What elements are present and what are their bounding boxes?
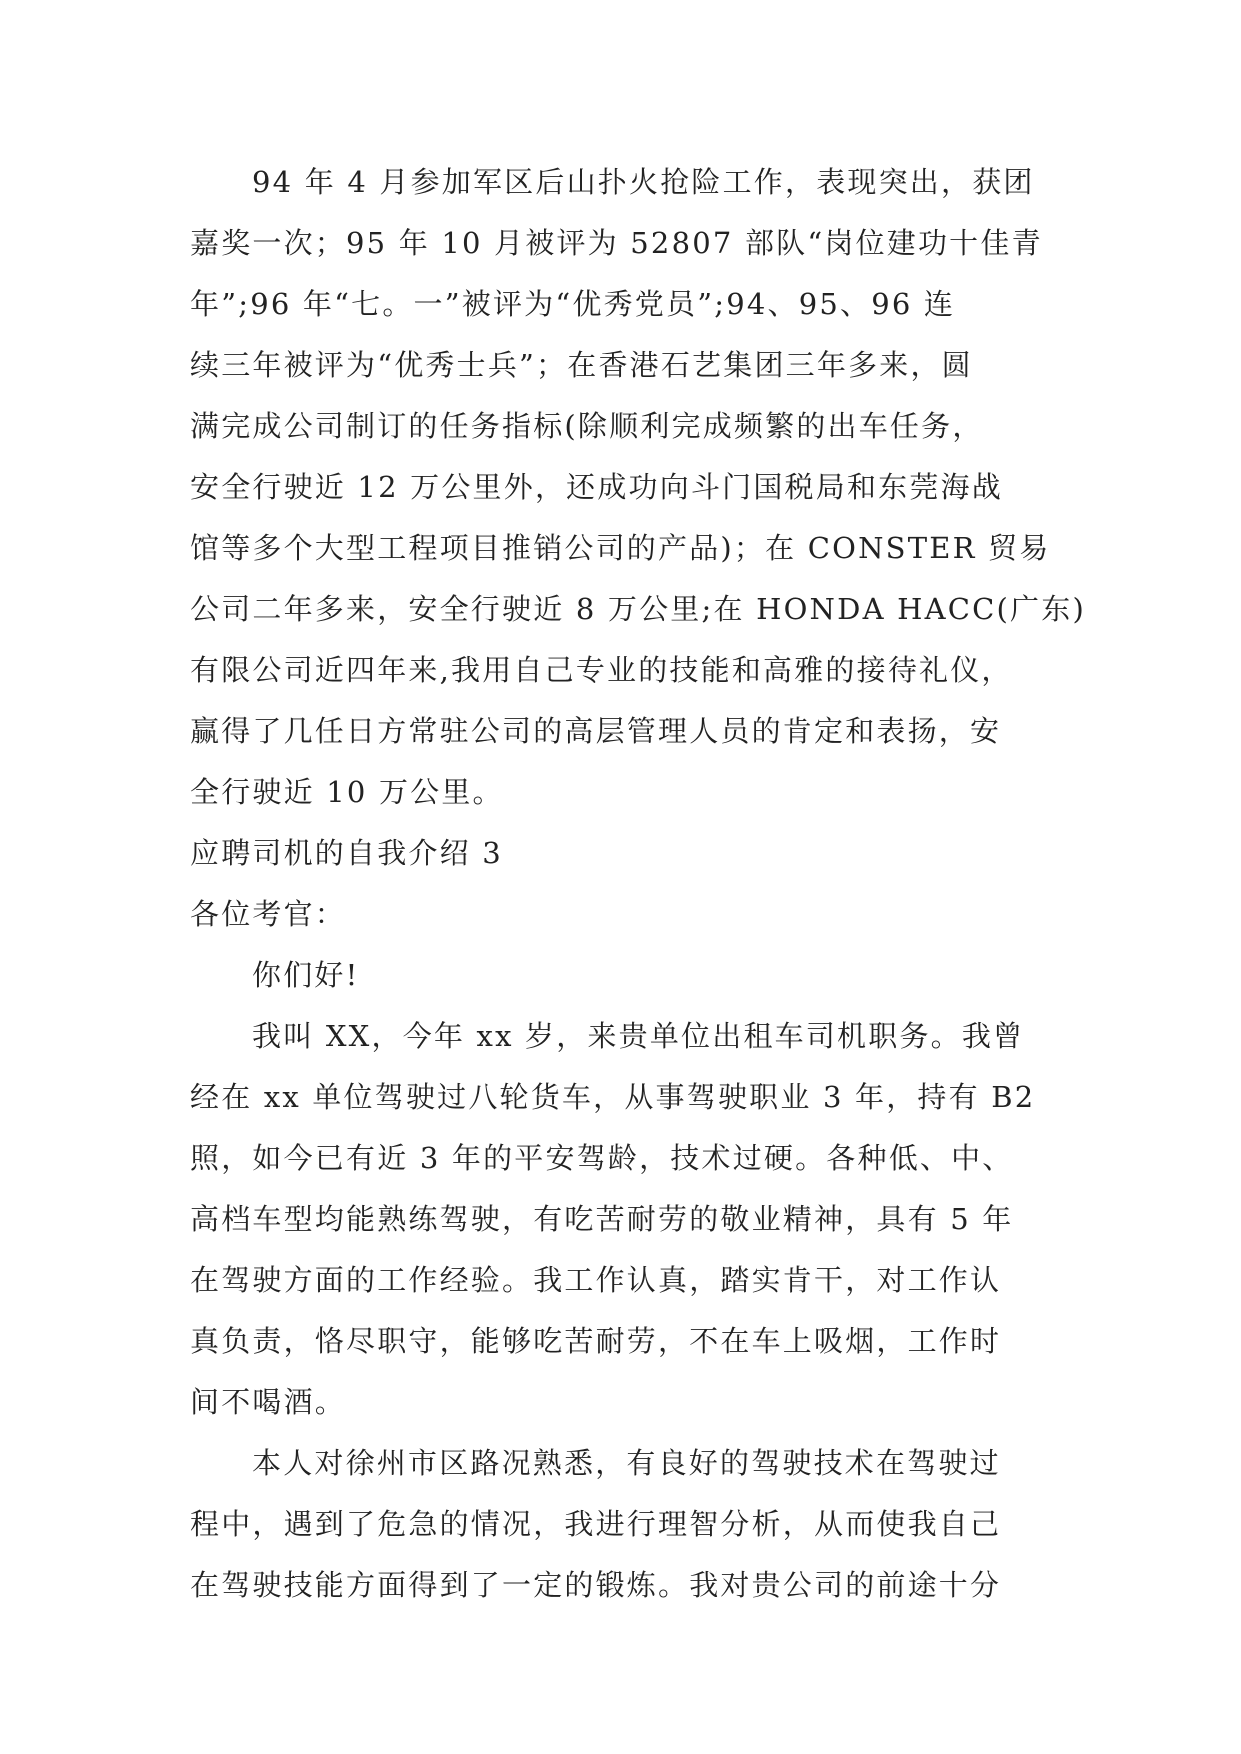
text-line: 续三年被评为“优秀士兵”；在香港石艺集团三年多来，圆 [190, 348, 973, 382]
text-line: 照，如今已有近 3 年的平安驾龄，技术过硬。各种低、中、 [190, 1141, 1014, 1175]
text-line: 本人对徐州市区路况熟悉，有良好的驾驶技术在驾驶过 [252, 1446, 1001, 1480]
text-line: 嘉奖一次；95 年 10 月被评为 52807 部队“岗位建功十佳青 [190, 226, 1043, 260]
text-line: 公司二年多来，安全行驶近 8 万公里;在 HONDA HACC(广东) [190, 592, 1086, 626]
salutation: 各位考官： [190, 897, 347, 931]
text-line: 馆等多个大型工程项目推销公司的产品)；在 CONSTER 贸易 [190, 531, 1051, 565]
text-line: 我叫 XX，今年 xx 岁，来贵单位出租车司机职务。我曾 [252, 1019, 1025, 1053]
text-line: 在驾驶方面的工作经验。我工作认真，踏实肯干，对工作认 [190, 1263, 1002, 1297]
text-line: 程中，遇到了危急的情况，我进行理智分析，从而使我自己 [190, 1507, 1002, 1541]
text-line: 赢得了几任日方常驻公司的高层管理人员的肯定和表扬，安 [190, 714, 1002, 748]
text-line: 全行驶近 10 万公里。 [190, 775, 504, 809]
text-line: 年”;96 年“七。一”被评为“优秀党员”;94、95、96 连 [190, 287, 956, 321]
text-line: 安全行驶近 12 万公里外，还成功向斗门国税局和东莞海战 [190, 470, 1003, 504]
text-line: 真负责，恪尽职守，能够吃苦耐劳，不在车上吸烟，工作时 [190, 1324, 1002, 1358]
text-line: 经在 xx 单位驾驶过八轮货车，从事驾驶职业 3 年，持有 B2 [190, 1080, 1036, 1114]
text-line: 间不喝酒。 [190, 1385, 347, 1419]
section-heading: 应聘司机的自我介绍 3 [190, 836, 503, 870]
text-line: 高档车型均能熟练驾驶，有吃苦耐劳的敬业精神，具有 5 年 [190, 1202, 1014, 1236]
text-line: 94 年 4 月参加军区后山扑火抢险工作，表现突出，获团 [252, 165, 1035, 199]
text-line: 满完成公司制订的任务指标(除顺利完成频繁的出车任务， [190, 409, 984, 443]
text-line: 有限公司近四年来,我用自己专业的技能和高雅的接待礼仪， [190, 653, 1013, 687]
text-line: 在驾驶技能方面得到了一定的锻炼。我对贵公司的前途十分 [190, 1568, 1002, 1602]
greeting: 你们好! [252, 958, 360, 992]
